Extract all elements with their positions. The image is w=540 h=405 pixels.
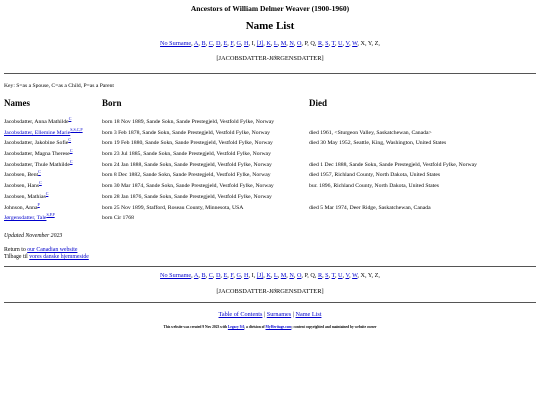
person-name: Jacobsen, Mathias	[4, 193, 46, 200]
alphabet-separator: ,	[307, 40, 311, 47]
return-line-canadian	[4, 247, 77, 253]
alphabet-letter[interactable]: F	[230, 40, 234, 47]
alphabet-separator: ,	[314, 272, 318, 279]
alphabet-letter[interactable]: A	[193, 272, 199, 279]
alphabet-separator: ,	[253, 272, 257, 279]
alphabet-letter[interactable]: K	[266, 272, 271, 279]
alphabet-separator: ,	[349, 272, 353, 279]
person-died: died 1961, <Sturgeon Valley, Saskatchewan, Canada>	[309, 129, 432, 136]
person-name-cell	[4, 158, 73, 168]
alphabet-separator: ,	[293, 272, 297, 279]
alphabet-letter[interactable]: E	[223, 272, 228, 279]
alphabet-letter: Q	[310, 272, 315, 279]
person-row	[0, 212, 540, 226]
relation-marker-link[interactable]: C	[45, 190, 49, 196]
alphabet-letter[interactable]: D	[215, 272, 221, 279]
return-prefix: Tilbage til	[4, 254, 30, 260]
person-name-cell	[4, 190, 49, 200]
alphabet-letter: I	[251, 40, 254, 47]
alphabet-letter: P	[304, 272, 308, 279]
alphabet-letter[interactable]: F	[230, 272, 234, 279]
alphabet-separator: ,	[286, 40, 290, 47]
person-row	[0, 201, 540, 216]
alphabet-separator: ,	[286, 272, 290, 279]
person-row	[0, 158, 540, 173]
relation-marker-link[interactable]: C	[68, 137, 72, 143]
alphabet-separator: ,	[233, 40, 237, 47]
alphabet-letter[interactable]: G	[236, 272, 241, 279]
person-row	[0, 190, 540, 205]
alphabet-letter[interactable]: M	[280, 40, 287, 47]
table-of-contents-link[interactable]: Table of Contents	[218, 311, 263, 318]
alphabet-separator: ,	[248, 272, 252, 279]
person-died: died 1 Dec 1888, Sande Sokn, Sande Prestegjeld, Vestfold Fylke, Norway	[309, 161, 477, 168]
alphabet-separator: ,	[328, 40, 332, 47]
alphabet-separator: ,	[322, 40, 326, 47]
person-died: died 5 Mar 1974, Deer Ridge, Saskatchewan, Canada	[309, 204, 431, 211]
alphabet-separator: ,	[212, 40, 216, 47]
alphabet-letter[interactable]: [J]	[256, 272, 264, 279]
alphabet-separator: ,	[301, 272, 305, 279]
alphabet-letter[interactable]: U	[338, 272, 343, 279]
alphabet-separator: ,	[342, 272, 346, 279]
alphabet-letter[interactable]: L	[273, 40, 278, 47]
alphabet-letter[interactable]: H	[244, 272, 249, 279]
danish-website-link[interactable]: vores danske hjemmeside	[29, 254, 89, 260]
credit-text: This website was created 9 Nov 2023 with	[163, 325, 228, 329]
alphabet-letter[interactable]: S	[325, 272, 329, 279]
relation-marker-link[interactable]: S,P,P	[46, 212, 55, 218]
alphabet-letter[interactable]: T	[331, 272, 335, 279]
updated-note: Updated November 2023	[4, 233, 63, 239]
person-born: born 8 Dec 1882, Sande Sokn, Sande Prestegjeld, Vestfold Fylke, Norway	[102, 172, 271, 179]
person-name: Jacobsen, Bent	[4, 172, 39, 179]
person-name-cell	[4, 212, 55, 222]
alphabet-separator: ,	[322, 272, 326, 279]
person-died: bur. 1896, Richland County, North Dakota, United States	[309, 183, 439, 190]
name-list-link[interactable]: Name List	[295, 311, 322, 318]
alphabet-letter: Y	[367, 272, 372, 279]
site-credit	[0, 325, 540, 329]
alphabet-separator: ,	[371, 40, 375, 47]
alphabet-separator: ,	[191, 272, 194, 279]
credit-text: ; content copyrighted and maintained by website owner	[291, 325, 377, 329]
person-born: born 28 Jan 1876, Sande Sokn, Sande Prestegjeld, Vestfold Fylke, Norway	[102, 193, 272, 200]
alphabet-letter[interactable]: W	[352, 40, 358, 47]
alphabet-separator: ,	[220, 40, 224, 47]
person-name: Jacobsdatter, Anna Mathilde	[4, 119, 69, 125]
divider	[4, 302, 536, 303]
alphabet-letter[interactable]: S	[325, 40, 329, 47]
alphabet-separator: ,	[240, 272, 244, 279]
alphabet-letter[interactable]: V	[345, 272, 350, 279]
alphabet-letter: Z	[374, 272, 379, 279]
alphabet-separator: ,	[227, 40, 231, 47]
alphabet-letter[interactable]: W	[352, 272, 358, 279]
alphabet-letter[interactable]: B	[201, 272, 206, 279]
alphabet-letter[interactable]: C	[208, 40, 213, 47]
alphabet-separator: ,	[205, 40, 209, 47]
canadian-website-link[interactable]: our Canadian website	[27, 247, 78, 253]
alphabet-separator: ,	[293, 40, 297, 47]
alphabet-letter[interactable]: O	[296, 40, 302, 47]
person-born: born 18 Nov 1889, Sande Sokn, Sande Prestegjeld, Vestfold Fylke, Norway	[102, 119, 275, 125]
alphabet-separator: ,	[334, 40, 339, 47]
relation-marker-link[interactable]: C	[38, 169, 41, 175]
alphabet-letter[interactable]: A	[193, 40, 199, 47]
alphabet-separator: ,	[212, 272, 216, 279]
person-name-cell	[4, 137, 72, 147]
alphabet-letter[interactable]: N	[289, 40, 294, 47]
alphabet-letter[interactable]: M	[280, 272, 287, 279]
person-born: born 19 Feb 1880, Sande Sokn, Sande Prestegjeld, Vestfold Fylke, Norway	[102, 140, 273, 147]
alphabet-letter[interactable]: C	[208, 272, 213, 279]
alphabet-separator: ,	[270, 40, 274, 47]
person-died: died 30 May 1952, Seattle, King, Washington, United States	[309, 140, 447, 147]
alphabet-letter: X	[360, 272, 365, 279]
alphabet-separator: ,	[227, 272, 231, 279]
person-name: Jacobsdatter, Jakobine Sofie	[4, 140, 69, 147]
alphabet-letter[interactable]: N	[289, 272, 294, 279]
alphabet-letter[interactable]: H	[244, 40, 249, 47]
person-born: born Cir 1768	[102, 215, 134, 222]
person-name-cell	[4, 169, 41, 179]
return-prefix: Return to	[4, 247, 28, 253]
alphabet-separator: ,	[301, 40, 305, 47]
return-line-danish	[4, 254, 89, 260]
alphabet-separator: ,	[342, 40, 346, 47]
alphabet-separator: ,	[307, 272, 311, 279]
alphabet-nav-bottom	[0, 272, 540, 279]
alphabet-separator: ,	[314, 40, 318, 47]
person-row	[0, 137, 540, 154]
alphabet-separator: ,	[328, 272, 332, 279]
person-name-cell	[4, 116, 72, 125]
footer-separator: |	[291, 311, 296, 318]
relation-marker-link[interactable]: C	[69, 158, 73, 164]
alphabet-separator: ,	[364, 40, 368, 47]
column-header-names: Names	[4, 98, 30, 108]
alphabet-separator: ,	[357, 40, 361, 47]
divider	[4, 266, 536, 267]
legacy-link[interactable]: Legacy 9.0	[227, 325, 245, 329]
alphabet-letter: I	[251, 272, 254, 279]
footer-nav	[0, 311, 540, 318]
alphabet-letter[interactable]: G	[236, 40, 241, 47]
alphabet-separator: ,	[263, 40, 267, 47]
alphabet-letter[interactable]: R	[317, 40, 323, 47]
name-list	[0, 116, 540, 226]
key-legend: Key: S=as a Spouse, C=as a Child, P=as a Parent	[4, 83, 114, 89]
alphabet-letter: Y	[367, 40, 372, 47]
alphabet-separator: ,	[334, 272, 339, 279]
credit-text: , a division of	[244, 325, 266, 329]
alphabet-letter[interactable]: No Surname	[160, 272, 192, 279]
alphabet-separator: ,	[205, 272, 209, 279]
alphabet-letter[interactable]: U	[338, 40, 343, 47]
alphabet-separator: ,	[378, 272, 380, 279]
page-title: Ancestors of William Delmer Weaver (1900-1960)	[190, 4, 350, 13]
myheritage-link[interactable]: MyHeritage.com	[265, 325, 292, 329]
alphabet-separator: ,	[277, 40, 281, 47]
alphabet-separator: ,	[263, 272, 267, 279]
alphabet-letter: Q	[310, 40, 315, 47]
alphabet-letter[interactable]: T	[331, 40, 335, 47]
person-name[interactable]: Jacobsdatter, Ellemine Marie	[4, 129, 71, 136]
alphabet-separator: ,	[357, 272, 361, 279]
alphabet-separator: ,	[253, 40, 257, 47]
person-died: died 1957, Richland County, North Dakota, United States	[309, 172, 441, 179]
alphabet-separator: ,	[371, 272, 375, 279]
relation-marker-link[interactable]: C	[39, 180, 42, 186]
surnames-link[interactable]: Surnames	[266, 311, 292, 318]
alphabet-letter[interactable]: B	[201, 40, 206, 47]
person-name: Johnson, Anna	[4, 204, 38, 211]
person-name-cell	[4, 148, 73, 158]
alphabet-letter[interactable]: R	[317, 272, 323, 279]
person-born: born 25 Nov 1899, Stafford, Roseau County, Minnesota, USA	[102, 204, 244, 211]
alphabet-letter[interactable]: [J]	[256, 40, 264, 47]
alphabet-letter[interactable]: No Surname	[160, 40, 192, 47]
alphabet-separator: ,	[198, 272, 202, 279]
person-born: born 3 Feb 1878, Sande Sokn, Sande Prestegjeld, Vestfold Fylke, Norway	[102, 129, 270, 136]
person-name[interactable]: Jørgensdatter, Tale	[4, 215, 47, 222]
alphabet-letter: Z	[374, 40, 379, 47]
page-heading: Name List	[245, 20, 295, 32]
column-header-died: Died	[309, 98, 327, 108]
relation-marker-link[interactable]: P	[37, 201, 40, 207]
person-row	[0, 148, 540, 162]
person-row	[0, 126, 540, 141]
person-row	[0, 180, 540, 194]
alphabet-letter[interactable]: D	[215, 40, 221, 47]
alphabet-separator: ,	[277, 272, 281, 279]
alphabet-separator: ,	[220, 272, 224, 279]
person-name: Jacobsdatter, Thule Mathilde	[4, 161, 70, 168]
relation-marker-link[interactable]: C	[68, 116, 72, 122]
person-born: born 24 Jan 1888, Sande Sokn, Sande Prestegjeld, Vestfold Fylke, Norway	[102, 161, 272, 168]
person-name-cell	[4, 126, 83, 136]
person-name: Jacobsdatter, Magna Therese	[4, 151, 70, 158]
alphabet-letter[interactable]: E	[223, 40, 228, 47]
person-name-cell	[4, 201, 40, 211]
alphabet-separator: ,	[233, 272, 237, 279]
alphabet-letter[interactable]: K	[266, 40, 271, 47]
person-born: born 23 Jul 1885, Sande Sokn, Sande Prestegjeld, Vestfold Fylke, Norway	[102, 151, 271, 158]
relation-marker-link[interactable]: C	[69, 148, 73, 154]
alphabet-separator: ,	[270, 272, 274, 279]
alphabet-separator: ,	[191, 40, 194, 47]
alphabet-separator: ,	[198, 40, 202, 47]
person-name-cell	[4, 180, 42, 190]
column-header-born: Born	[102, 98, 122, 108]
surname-range-bottom: [JACOBSDATTER-JØRGENSDATTER]	[216, 288, 324, 295]
person-row	[0, 169, 540, 186]
alphabet-letter[interactable]: O	[296, 272, 302, 279]
alphabet-letter[interactable]: L	[273, 272, 278, 279]
alphabet-letter[interactable]: V	[345, 40, 350, 47]
alphabet-letter: X	[360, 40, 365, 47]
alphabet-separator: ,	[240, 40, 244, 47]
alphabet-separator: ,	[248, 40, 252, 47]
alphabet-nav-top	[0, 40, 540, 47]
alphabet-letter: P	[304, 40, 308, 47]
divider	[4, 73, 536, 74]
alphabet-separator: ,	[349, 40, 353, 47]
relation-marker-link[interactable]: S,S,C,P	[70, 126, 83, 132]
alphabet-separator: ,	[378, 40, 380, 47]
person-born: born 30 Mar 1874, Sande Sokn, Sande Prestegjeld, Vestfold Fylke, Norway	[102, 183, 274, 190]
person-name: Jacobsen, Hans	[4, 183, 40, 190]
footer-separator: |	[262, 311, 267, 318]
surname-range-top: [JACOBSDATTER-JØRGENSDATTER]	[216, 55, 324, 62]
alphabet-separator: ,	[364, 272, 368, 279]
